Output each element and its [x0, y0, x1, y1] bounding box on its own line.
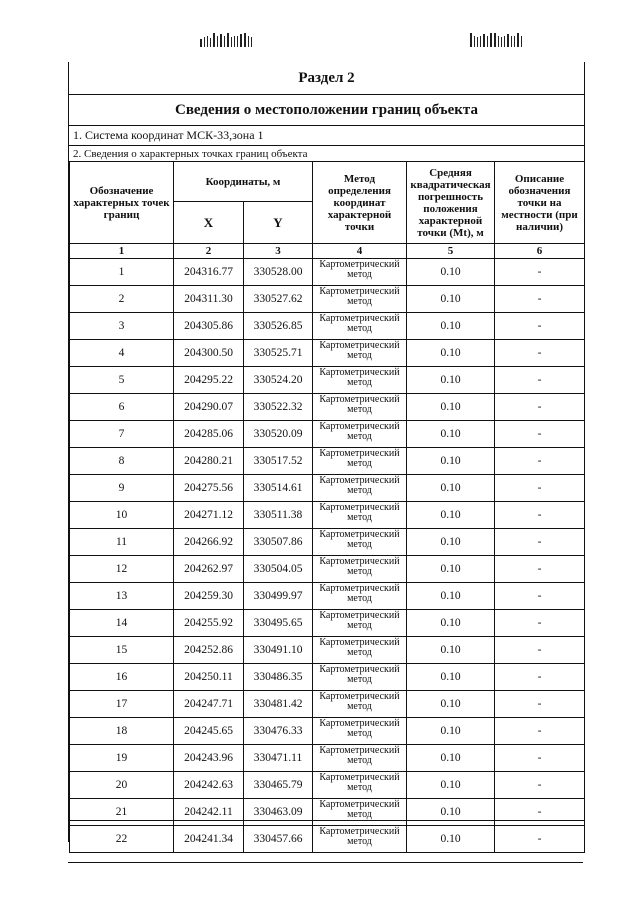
- error-cell: 0.10: [407, 664, 495, 691]
- column-number-row: [70, 244, 585, 259]
- error-cell: 0.10: [407, 745, 495, 772]
- coord-x: 204255.92: [174, 610, 244, 637]
- description-cell: -: [495, 367, 585, 394]
- point-number: 11: [70, 529, 174, 556]
- table-bottom-divider: [69, 820, 584, 821]
- point-number: 12: [70, 556, 174, 583]
- point-number: 7: [70, 421, 174, 448]
- coord-y: 330504.05: [244, 556, 313, 583]
- col-number: 4: [313, 244, 407, 259]
- error-cell: 0.10: [407, 313, 495, 340]
- point-number: 9: [70, 475, 174, 502]
- description-cell: -: [495, 259, 585, 286]
- col-number: 1: [70, 244, 174, 259]
- description-cell: -: [495, 529, 585, 556]
- description-cell: -: [495, 313, 585, 340]
- table-row: [70, 502, 585, 529]
- error-cell: 0.10: [407, 772, 495, 799]
- coord-y: 330457.66: [244, 826, 313, 853]
- table-row: [70, 826, 585, 853]
- page-title: Сведения о местоположении границ объекта: [69, 94, 584, 126]
- col-number: 2: [174, 244, 244, 259]
- method-cell: Картометрический метод: [313, 367, 407, 394]
- point-number: 5: [70, 367, 174, 394]
- table-row: [70, 340, 585, 367]
- point-number: 22: [70, 826, 174, 853]
- document-sheet: [68, 62, 585, 847]
- coord-y: 330527.62: [244, 286, 313, 313]
- coord-x: 204262.97: [174, 556, 244, 583]
- table-row: [70, 529, 585, 556]
- point-number: 14: [70, 610, 174, 637]
- coord-y: 330471.11: [244, 745, 313, 772]
- coord-system-line: 1. Система координат МСК-33,зона 1: [69, 124, 584, 146]
- coord-y: 330476.33: [244, 718, 313, 745]
- method-cell: Картометрический метод: [313, 313, 407, 340]
- error-cell: 0.10: [407, 529, 495, 556]
- point-number: 19: [70, 745, 174, 772]
- table-row: [70, 691, 585, 718]
- method-cell: Картометрический метод: [313, 556, 407, 583]
- table-row: [70, 583, 585, 610]
- description-cell: -: [495, 421, 585, 448]
- error-cell: 0.10: [407, 799, 495, 826]
- coord-x: 204316.77: [174, 259, 244, 286]
- point-number: 20: [70, 772, 174, 799]
- method-cell: Картометрический метод: [313, 394, 407, 421]
- coord-y: 330522.32: [244, 394, 313, 421]
- coord-y: 330528.00: [244, 259, 313, 286]
- table-row: [70, 367, 585, 394]
- coord-y: 330499.97: [244, 583, 313, 610]
- method-cell: Картометрический метод: [313, 259, 407, 286]
- table-row: [70, 448, 585, 475]
- col-number: 5: [407, 244, 495, 259]
- description-cell: -: [495, 583, 585, 610]
- method-cell: Картометрический метод: [313, 286, 407, 313]
- coord-x: 204290.07: [174, 394, 244, 421]
- coord-x: 204266.92: [174, 529, 244, 556]
- header-method: Метод определения координат характерной точки: [313, 162, 407, 244]
- header-y: Y: [244, 202, 313, 244]
- coord-x: 204242.63: [174, 772, 244, 799]
- method-cell: Картометрический метод: [313, 637, 407, 664]
- header-x: X: [174, 202, 244, 244]
- table-row: [70, 286, 585, 313]
- description-cell: -: [495, 691, 585, 718]
- table-row: [70, 637, 585, 664]
- point-number: 3: [70, 313, 174, 340]
- coord-x: 204275.56: [174, 475, 244, 502]
- table-row: [70, 745, 585, 772]
- error-cell: 0.10: [407, 583, 495, 610]
- coord-y: 330511.38: [244, 502, 313, 529]
- point-number: 10: [70, 502, 174, 529]
- coord-y: 330525.71: [244, 340, 313, 367]
- subsection-title: 2. Сведения о характерных точках границ объекта: [73, 148, 308, 160]
- error-cell: 0.10: [407, 448, 495, 475]
- point-number: 1: [70, 259, 174, 286]
- coord-x: 204250.11: [174, 664, 244, 691]
- col-number: 6: [495, 244, 585, 259]
- points-table: [69, 161, 585, 853]
- error-cell: 0.10: [407, 421, 495, 448]
- table-row: [70, 610, 585, 637]
- section-title: Раздел 2: [298, 70, 355, 86]
- coord-y: 330486.35: [244, 664, 313, 691]
- description-cell: -: [495, 772, 585, 799]
- error-cell: 0.10: [407, 340, 495, 367]
- coord-y: 330481.42: [244, 691, 313, 718]
- coord-x: 204300.50: [174, 340, 244, 367]
- description-cell: -: [495, 826, 585, 853]
- coord-y: 330507.86: [244, 529, 313, 556]
- method-cell: Картометрический метод: [313, 610, 407, 637]
- barcode-left: [200, 33, 254, 47]
- coord-y: 330491.10: [244, 637, 313, 664]
- method-cell: Картометрический метод: [313, 691, 407, 718]
- table-row: [70, 421, 585, 448]
- coord-y: 330526.85: [244, 313, 313, 340]
- method-cell: Картометрический метод: [313, 340, 407, 367]
- table-row: [70, 259, 585, 286]
- method-cell: Картометрический метод: [313, 502, 407, 529]
- point-number: 2: [70, 286, 174, 313]
- table-row: [70, 799, 585, 826]
- method-cell: Картометрический метод: [313, 475, 407, 502]
- description-cell: -: [495, 502, 585, 529]
- coord-y: 330495.65: [244, 610, 313, 637]
- error-cell: 0.10: [407, 691, 495, 718]
- error-cell: 0.10: [407, 367, 495, 394]
- description-cell: -: [495, 448, 585, 475]
- description-cell: -: [495, 799, 585, 826]
- error-cell: 0.10: [407, 556, 495, 583]
- header-coords: Координаты, м: [174, 162, 313, 202]
- table-row: [70, 718, 585, 745]
- description-cell: -: [495, 286, 585, 313]
- method-cell: Картометрический метод: [313, 529, 407, 556]
- description-cell: -: [495, 745, 585, 772]
- table-row: [70, 772, 585, 799]
- point-number: 17: [70, 691, 174, 718]
- error-cell: 0.10: [407, 637, 495, 664]
- coord-x: 204280.21: [174, 448, 244, 475]
- coord-x: 204252.86: [174, 637, 244, 664]
- point-number: 21: [70, 799, 174, 826]
- point-number: 13: [70, 583, 174, 610]
- error-cell: 0.10: [407, 718, 495, 745]
- header-description: Описание обозначения точки на местности (при наличии): [495, 162, 585, 244]
- footer-rule: [68, 862, 583, 863]
- method-cell: Картометрический метод: [313, 718, 407, 745]
- point-number: 6: [70, 394, 174, 421]
- error-cell: 0.10: [407, 502, 495, 529]
- coord-x: 204245.65: [174, 718, 244, 745]
- description-cell: -: [495, 637, 585, 664]
- table-row: [70, 556, 585, 583]
- error-cell: 0.10: [407, 610, 495, 637]
- header-designation: Обозначение характерных точек границ: [70, 162, 174, 244]
- point-number: 4: [70, 340, 174, 367]
- table-row: [70, 394, 585, 421]
- coord-y: 330514.61: [244, 475, 313, 502]
- coord-x: 204247.71: [174, 691, 244, 718]
- description-cell: -: [495, 475, 585, 502]
- coord-x: 204271.12: [174, 502, 244, 529]
- method-cell: Картометрический метод: [313, 745, 407, 772]
- coord-x: 204241.34: [174, 826, 244, 853]
- error-cell: 0.10: [407, 826, 495, 853]
- description-cell: -: [495, 340, 585, 367]
- coord-y: 330463.09: [244, 799, 313, 826]
- description-cell: -: [495, 664, 585, 691]
- error-cell: 0.10: [407, 259, 495, 286]
- coord-x: 204242.11: [174, 799, 244, 826]
- coord-x: 204295.22: [174, 367, 244, 394]
- point-number: 15: [70, 637, 174, 664]
- method-cell: Картометрический метод: [313, 772, 407, 799]
- description-cell: -: [495, 394, 585, 421]
- col-number: 3: [244, 244, 313, 259]
- method-cell: Картометрический метод: [313, 826, 407, 853]
- barcode-right: [470, 33, 524, 47]
- method-cell: Картометрический метод: [313, 583, 407, 610]
- table-row: [70, 664, 585, 691]
- coord-x: 204259.30: [174, 583, 244, 610]
- header-error: Средняя квадратическая погрешность положения характерной точки (Mt), м: [407, 162, 495, 244]
- coord-y: 330517.52: [244, 448, 313, 475]
- method-cell: Картометрический метод: [313, 799, 407, 826]
- table-row: [70, 313, 585, 340]
- coord-y: 330520.09: [244, 421, 313, 448]
- error-cell: 0.10: [407, 475, 495, 502]
- error-cell: 0.10: [407, 286, 495, 313]
- description-cell: -: [495, 718, 585, 745]
- method-cell: Картометрический метод: [313, 664, 407, 691]
- point-number: 16: [70, 664, 174, 691]
- coord-y: 330524.20: [244, 367, 313, 394]
- coord-x: 204305.86: [174, 313, 244, 340]
- description-cell: -: [495, 556, 585, 583]
- table-row: [70, 475, 585, 502]
- error-cell: 0.10: [407, 394, 495, 421]
- coord-y: 330465.79: [244, 772, 313, 799]
- method-cell: Картометрический метод: [313, 421, 407, 448]
- coord-x: 204311.30: [174, 286, 244, 313]
- point-number: 18: [70, 718, 174, 745]
- description-cell: -: [495, 610, 585, 637]
- coord-x: 204285.06: [174, 421, 244, 448]
- point-number: 8: [70, 448, 174, 475]
- coord-x: 204243.96: [174, 745, 244, 772]
- method-cell: Картометрический метод: [313, 448, 407, 475]
